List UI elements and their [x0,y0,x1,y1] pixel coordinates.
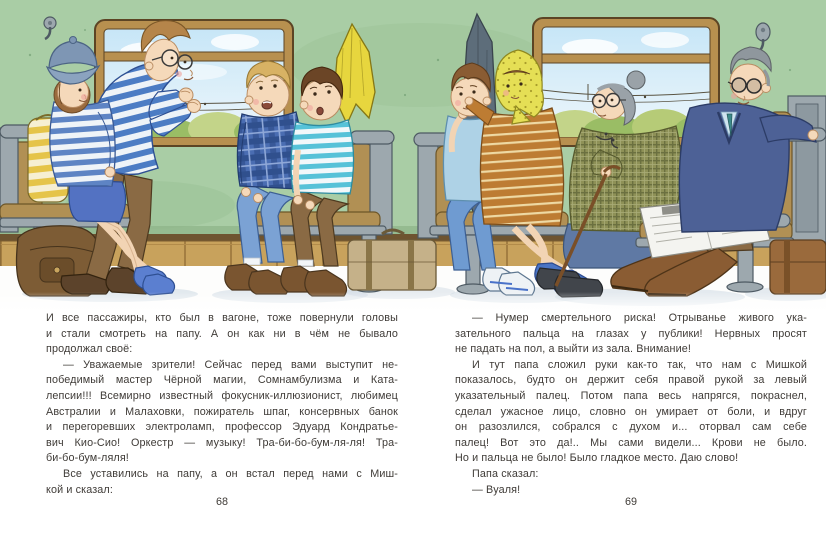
right-page-text [455,311,807,498]
text-line: вич Кио-Сио! Оркестр — музыку! Тра-би-бо-бум-ля-ля! Тра- [46,436,398,449]
text-line: лепсии!!! Всемирно известный фокусник-иллюзионист, любимец [46,389,398,402]
text-line: Австралии и Малаховки, пожиратель шпаг, консервных банок [46,405,398,418]
paragraph [455,311,807,358]
text-line: показалось, будто он держит себя правой рукой за левый [455,374,807,387]
illustration-fade [0,292,826,312]
text-line: Все уставились на папу, а он встал перед нами с Миш- [63,467,398,480]
text-line: сделал ужасное лицо, словно он умирает от боли, и вдруг [455,405,807,418]
right-page-number: 69 [624,496,637,508]
left-page-text [46,311,398,498]
text-line: — Вуаля! [472,483,521,496]
text-line: зательного пальца на глазах у публики! Нервных просят [455,327,807,340]
text-line: И тут папа сложил руки как-то так, что нам с Мишкой [472,358,807,371]
paragraph [46,311,398,358]
suitcase-right [770,240,826,294]
text-line: не падать на пол, а выйти из зала. Внимание! [455,343,691,356]
text-line: Но и пальца не было! Было гладкое место. Даю слово! [455,452,739,465]
text-line: — Нумер смертельного риска! Отрыванье живого ука- [472,312,807,324]
text-line: Папа сказал: [472,467,539,480]
text-line: и перегоревших электроламп, профессор Эдуард Кондратье- [46,421,398,434]
paragraph [46,358,398,467]
text-line: би-бо-бум-ляля! [46,452,129,465]
text-line: и стали смотреть на папу. А он как ни в чём не бывало [46,327,398,340]
text-line: И все пассажиры, кто был в вагоне, тоже повернули головы [46,312,398,324]
left-page-number: 68 [215,496,228,508]
paragraph [455,358,807,467]
text-line: кой и сказал: [46,483,113,496]
text-line: он разозлился, собрался с духом и... оторвал сам себе [455,421,807,434]
text-line: продолжал своё: [46,343,133,356]
text-line: палец! Вот это да!.. Мы сами видели... Крови не было. [455,436,807,449]
text-line: указательный палец. Потом папа весь напрягся, покраснел, [455,389,807,402]
text-line: победимый мастер Чёрной магии, Сомнамбулизма и Ката- [46,374,398,387]
paragraph [46,467,398,498]
paragraph [455,467,807,483]
text-line: — Уважаемые зрители! Сейчас перед вами выступит не- [63,358,398,371]
